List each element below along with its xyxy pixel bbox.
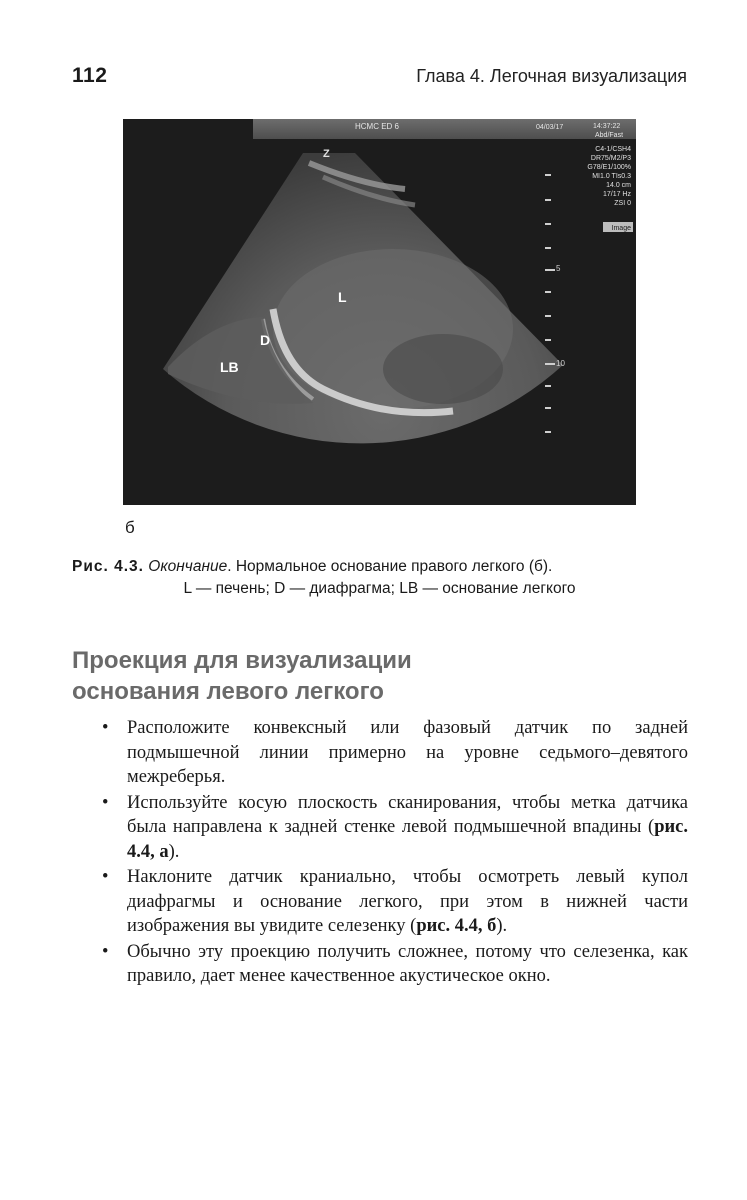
running-head: Глава 4. Легочная визуализация <box>416 66 687 86</box>
page-number: 112 <box>72 64 108 87</box>
list-item-tail: ). <box>168 841 180 862</box>
section-title-line: Проекция для визуализации <box>72 647 412 674</box>
figure-reference: рис. 4.4, б <box>416 916 497 936</box>
list-item <box>102 791 688 865</box>
bullet-list <box>102 716 688 990</box>
list-item-tail: ). <box>496 916 508 936</box>
depth-mark-10: 10 <box>556 359 565 368</box>
list-item-text: Используйте косую плоскость сканирования, чтобы метка датчика была направлена к задней стенке левой подмышечной впадины ( <box>127 792 688 837</box>
list-item-text: Обычно эту проекцию получить сложнее, потому что селезенка, как правило, дает менее качественное акустическое окно. <box>127 941 688 986</box>
hud-title: HCMC ED 6 <box>355 122 400 131</box>
hud-param: MI1.0 TIs0.3 <box>592 173 631 180</box>
list-item-text: Наклоните датчик краниально, чтобы осмотреть левый купол диафрагмы и основание легкого, при этом в нижней части изображения вы увидите селезенку ( <box>127 867 688 936</box>
hud-param: DR75/M2/P3 <box>590 155 631 162</box>
hud-param: C4-1/CSH4 <box>595 146 631 153</box>
list-item-text: Расположите конвексный или фазовый датчик по задней подмышечной линии примерно на уровне седьмого–девятого межреберья. <box>127 718 688 787</box>
bullet-icon: • <box>102 792 109 813</box>
hud-date: 04/03/17 <box>536 124 564 131</box>
section-title <box>72 645 672 707</box>
figure-reference: рис. 4.4, а <box>127 817 688 862</box>
hud-preset: Abd/Fast <box>595 132 624 139</box>
hud-image-tag: Image <box>611 225 631 232</box>
section-title-line: основания левого легкого <box>72 678 384 705</box>
depth-mark-5: 5 <box>556 264 561 273</box>
orientation-mark: Z <box>323 148 330 160</box>
ultrasound-figure <box>123 119 636 505</box>
label-lung-base: LB <box>220 359 239 375</box>
hud-param: 17/17 Hz <box>602 191 631 198</box>
hud-bar <box>253 119 636 139</box>
figure-caption <box>72 556 687 600</box>
ultrasound-image <box>123 119 636 505</box>
hud-param: G78/E1/100% <box>587 164 631 171</box>
list-item <box>102 865 688 939</box>
hud-param: 14.0 cm <box>606 182 631 189</box>
bullet-icon: • <box>102 718 109 738</box>
label-liver: L <box>338 289 347 305</box>
list-item <box>102 940 688 989</box>
panel-letter: б <box>125 518 135 537</box>
bullet-icon: • <box>102 867 109 887</box>
list-item <box>102 716 688 790</box>
hud-param: ZSI 0 <box>614 200 631 207</box>
caption-text: . Нормальное основание правого легкого (б). <box>227 558 553 575</box>
caption-italic: Окончание <box>148 558 228 575</box>
caption-label: Рис. 4.3. <box>72 558 144 575</box>
label-diaphragm: D <box>260 332 271 348</box>
hud-time: 14:37:22 <box>593 123 621 130</box>
caption-legend: L — печень; D — диафрагма; LB — основание легкого <box>183 580 576 597</box>
bullet-icon: • <box>102 941 109 962</box>
